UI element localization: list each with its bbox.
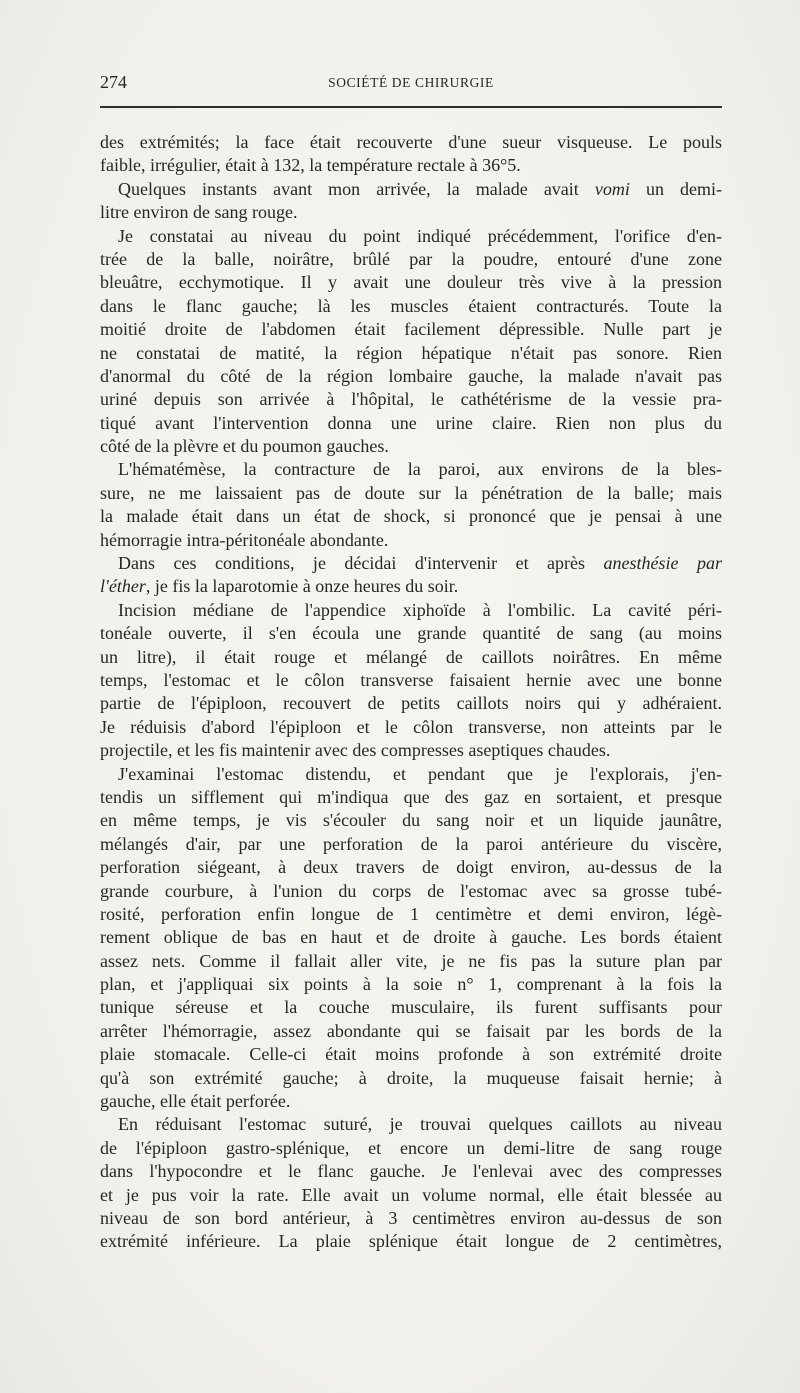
- text-line: [100, 692, 722, 715]
- line-text: En réduisant l'estomac suturé, je trouvai quelques caillots au niveau: [118, 1114, 722, 1135]
- line-text: qu'à son extrémité gauche; à droite, la muqueuse faisait hernie; à: [100, 1067, 722, 1088]
- text-line: [100, 1043, 722, 1066]
- text-line: [100, 599, 722, 622]
- line-text: grande courbure, à l'union du corps de l'estomac avec sa grosse tubé-: [100, 880, 722, 901]
- paragraph: [100, 178, 722, 225]
- text-line: [100, 529, 722, 552]
- paragraph: [100, 225, 722, 459]
- text-line: [100, 973, 722, 996]
- text-line: [100, 1184, 722, 1207]
- text-line: [100, 669, 722, 692]
- paragraph: [100, 599, 722, 763]
- text-line: [100, 856, 722, 879]
- text-line: [100, 318, 722, 341]
- line-text: Incision médiane de l'appendice xiphoïde à l'ombilic. La cavité péri-: [118, 599, 722, 620]
- line-text: J'examinai l'estomac distendu, et pendant que je l'explorais, j'en-: [118, 763, 722, 784]
- line-text: assez nets. Comme il fallait aller vite, je ne fis pas la suture plan par: [100, 950, 722, 971]
- italic-text: anesthésie par: [603, 553, 723, 574]
- line-text: tonéale ouverte, il s'en écoula une grande quantité de sang (au moins: [100, 623, 722, 644]
- text-line: [100, 1230, 722, 1253]
- line-text: côté de la plèvre et du poumon gauches.: [100, 436, 389, 457]
- text-line: [100, 482, 722, 505]
- paragraph: [100, 131, 722, 178]
- line-text: plan, et j'appliquai six points à la soie n° 1, comprenant à la fois la: [100, 974, 722, 995]
- text-line: [100, 458, 722, 481]
- text-line: [100, 201, 722, 224]
- line-text: extrémité inférieure. La plaie splénique était longue de 2 centimètres,: [100, 1231, 722, 1252]
- line-text: tendis un sifflement qui m'indiqua que des gaz en sortaient, et presque: [100, 786, 722, 807]
- text-line: [100, 271, 722, 294]
- text-line: [100, 786, 722, 809]
- text-line: [100, 763, 722, 786]
- text-line: [100, 435, 722, 458]
- paragraph: [100, 763, 722, 1114]
- body-text: [100, 131, 722, 1254]
- text-line: [100, 412, 722, 435]
- text-line: [100, 880, 722, 903]
- line-text: niveau de son bord antérieur, à 3 centimètres environ au-dessus de son: [100, 1207, 722, 1228]
- line-text: ne constatai de matité, la région hépatique n'était pas sonore. Rien: [100, 342, 722, 363]
- line-text: mélangés d'air, par une perforation de la paroi antérieure du viscère,: [100, 833, 722, 854]
- line-text: sure, ne me laissaient pas de doute sur la pénétration de la balle; mais: [100, 482, 722, 503]
- text-line: [100, 1113, 722, 1136]
- line-text: tiqué avant l'intervention donna une urine claire. Rien non plus du: [100, 412, 722, 433]
- text-line: [100, 903, 722, 926]
- line-text: hémorragie intra-péritonéale abondante.: [100, 529, 389, 550]
- text-line: [100, 996, 722, 1019]
- line-text: litre environ de sang rouge.: [100, 202, 298, 223]
- text-line: [100, 575, 722, 598]
- text-line: [100, 1090, 722, 1113]
- line-text: gauche, elle était perforée.: [100, 1091, 291, 1112]
- text-line: [100, 1067, 722, 1090]
- text-line: [100, 622, 722, 645]
- text-line: [100, 833, 722, 856]
- line-text: moitié droite de l'abdomen était facilement dépressible. Nulle part je: [100, 319, 722, 340]
- line-text: en même temps, je vis s'écouler du sang noir et un liquide jaunâtre,: [100, 810, 722, 831]
- line-text: la malade était dans un état de shock, si prononcé que je pensai à une: [100, 506, 722, 527]
- line-text: perforation siégeant, à deux travers de doigt environ, au-dessus de la: [100, 857, 722, 878]
- text-line: [100, 1207, 722, 1230]
- line-text: plaie stomacale. Celle-ci était moins profonde à son extrémité droite: [100, 1044, 722, 1065]
- text-line: [100, 388, 722, 411]
- italic-text: vomi: [594, 178, 630, 199]
- line-content: [118, 178, 722, 201]
- text-line: [100, 1160, 722, 1183]
- text-line: [100, 342, 722, 365]
- text-line: [100, 809, 722, 832]
- line-text: rement oblique de bas en haut et de droite à gauche. Les bords étaient: [100, 927, 722, 948]
- text-line: [100, 295, 722, 318]
- line-text: trée de la balle, noirâtre, brûlé par la poudre, entouré d'une zone: [100, 248, 722, 269]
- paragraph: [100, 552, 722, 599]
- text-line: [100, 716, 722, 739]
- text-line: [100, 225, 722, 248]
- text-line: [100, 365, 722, 388]
- line-text: Dans ces conditions, je décidai d'intervenir et après: [118, 553, 604, 574]
- line-text: arrêter l'hémorragie, assez abondante qui se faisait par les bords de la: [100, 1020, 722, 1041]
- line-text: Je constatai au niveau du point indiqué précédemment, l'orifice d'en-: [118, 225, 722, 246]
- page-number: 274: [100, 72, 127, 92]
- line-text: de l'épiploon gastro-splénique, et encore un demi-litre de sang rouge: [100, 1137, 722, 1158]
- line-text: et je pus voir la rate. Elle avait un volume normal, elle était blessée au: [100, 1184, 722, 1205]
- line-text: un litre), il était rouge et mélangé de caillots noirâtres. En même: [100, 646, 722, 667]
- text-line: [100, 178, 722, 201]
- text-line: [100, 1020, 722, 1043]
- text-line: [100, 505, 722, 528]
- line-content: [118, 552, 722, 575]
- line-text: projectile, et les fis maintenir avec des compresses aseptiques chaudes.: [100, 740, 611, 761]
- text-line: [100, 154, 722, 177]
- line-text: faible, irrégulier, était à 132, la température rectale à 36°5.: [100, 155, 521, 176]
- text-line: [100, 739, 722, 762]
- line-text: Je réduisis d'abord l'épiploon et le côlon transverse, non atteints par le: [100, 716, 722, 737]
- text-line: [100, 646, 722, 669]
- text-line: [100, 131, 722, 154]
- line-text: des extrémités; la face était recouverte d'une sueur visqueuse. Le pouls: [100, 132, 722, 152]
- line-text: d'anormal du côté de la région lombaire gauche, la malade n'avait pas: [100, 365, 722, 386]
- header-rule: [100, 106, 722, 108]
- line-text: rosité, perforation enfin longue de 1 centimètre et demi environ, légè-: [100, 903, 722, 924]
- line-text: partie de l'épiploon, recouvert de petits caillots noirs qui y adhéraient.: [100, 693, 722, 714]
- line-text: , je fis la laparotomie à onze heures du soir.: [145, 576, 459, 597]
- text-line: [100, 248, 722, 271]
- line-text: tunique séreuse et la couche musculaire, ils furent suffisants pour: [100, 997, 722, 1018]
- text-line: [100, 1137, 722, 1160]
- italic-text: l'éther: [100, 576, 146, 597]
- line-text: dans l'hypocondre et le flanc gauche. Je l'enlevai avec des compresses: [100, 1161, 722, 1182]
- line-text: L'hématémèse, la contracture de la paroi, aux environs de la bles-: [118, 459, 722, 480]
- text-line: [100, 552, 722, 575]
- line-text: bleuâtre, ecchymotique. Il y avait une douleur très vive à la pression: [100, 272, 722, 293]
- line-text: un demi-: [629, 178, 722, 199]
- line-text: Quelques instants avant mon arrivée, la malade avait: [118, 178, 595, 199]
- text-line: [100, 926, 722, 949]
- line-text: uriné depuis son arrivée à l'hôpital, le cathétérisme de la vessie pra-: [100, 389, 722, 410]
- running-head: SOCIÉTÉ DE CHIRURGIE: [328, 75, 494, 90]
- paragraph: [100, 458, 722, 552]
- text-line: [100, 950, 722, 973]
- line-text: dans le flanc gauche; là les muscles étaient contracturés. Toute la: [100, 295, 722, 316]
- line-text: temps, l'estomac et le côlon transverse faisaient hernie avec une bonne: [100, 669, 722, 690]
- paragraph: [100, 1113, 722, 1253]
- line-content: [100, 575, 458, 598]
